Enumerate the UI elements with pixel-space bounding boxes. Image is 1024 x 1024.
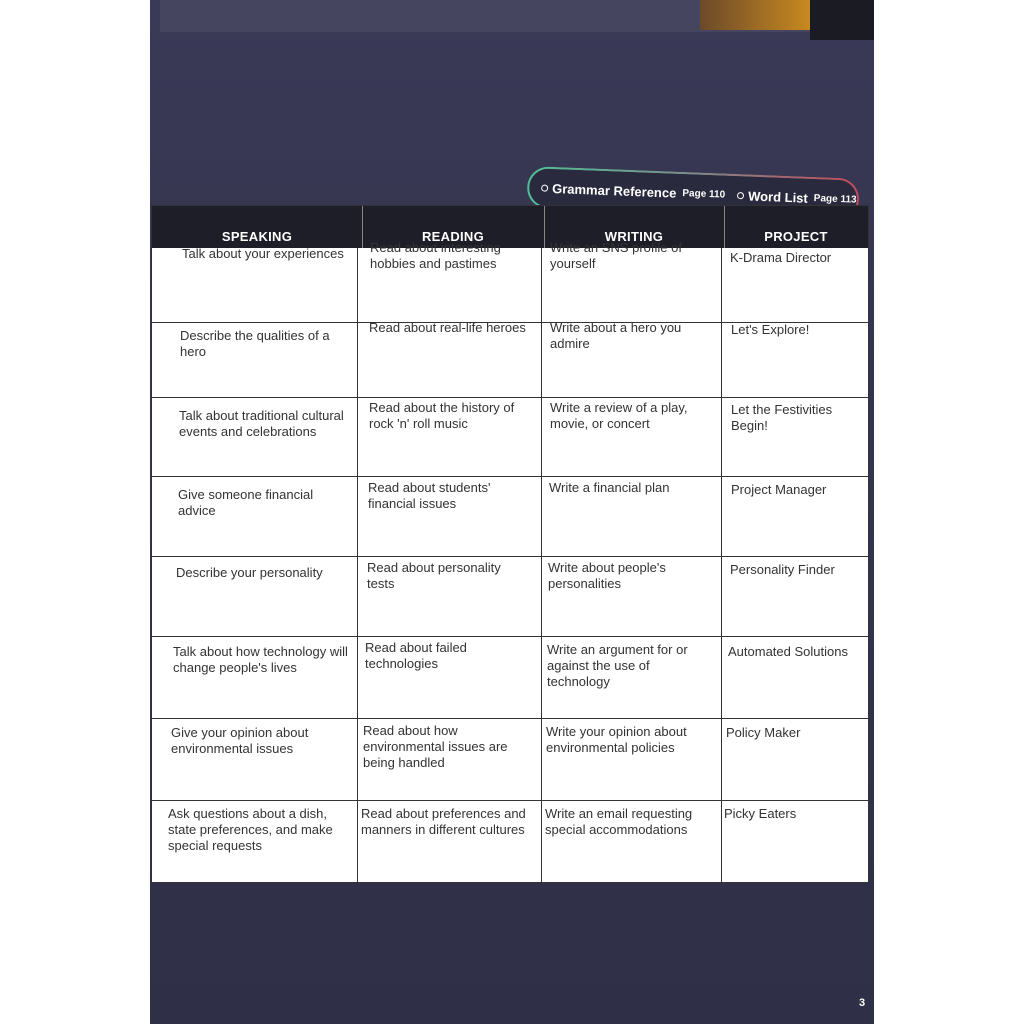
row-7-project: Policy Maker (726, 725, 801, 740)
row-6-speaking: Talk about how technology will change people's lives (173, 644, 348, 675)
row-1-reading: Read about interesting hobbies and pastimes (370, 240, 501, 271)
row-2-speaking: Describe the qualities of a hero (180, 328, 330, 359)
row-5-speaking: Describe your personality (176, 565, 323, 580)
row-3-reading: Read about the history of rock 'n' roll music (369, 400, 515, 431)
row-5-project: Personality Finder (730, 562, 835, 577)
row-5-reading: Read about personality tests (367, 560, 501, 591)
word-list-page: Page 113 (813, 192, 857, 206)
row-8-reading: Read about preferences and manners in different cultures (361, 806, 526, 837)
row-6-reading: Read about failed technologies (365, 640, 467, 671)
row-8-speaking: Ask questions about a dish, state preferences, and make special requests (168, 806, 333, 853)
background-shadow (810, 0, 874, 40)
right-margin (874, 0, 1024, 1024)
row-1-project: K-Drama Director (730, 250, 832, 265)
row-1-speaking: Talk about your experiences (182, 246, 344, 261)
left-margin (0, 0, 150, 1024)
header-project: PROJECT (764, 229, 828, 244)
grammar-reference-label: Grammar Reference (551, 180, 677, 201)
row-8-writing: Write an email requesting special accommodations (545, 806, 693, 837)
page-number: 3 (859, 997, 866, 1009)
row-4-writing: Write a financial plan (549, 480, 670, 495)
background-object (700, 0, 810, 30)
row-3-project: Let the Festivities Begin! (731, 402, 833, 433)
bullet-icon (737, 192, 744, 199)
bullet-icon (541, 184, 548, 191)
row-2-reading: Read about real-life heroes (369, 320, 526, 335)
row-7-speaking: Give your opinion about environmental issues (171, 725, 309, 756)
row-2-writing: Write about a hero you admire (550, 320, 682, 351)
row-4-reading: Read about students' financial issues (368, 480, 491, 511)
row-8-project: Picky Eaters (724, 806, 797, 821)
row-7-writing: Write your opinion about environmental policies (546, 724, 687, 755)
curriculum-table (151, 205, 869, 883)
row-5-writing: Write about people's personalities (548, 560, 666, 591)
header-writing: WRITING (604, 229, 664, 244)
row-3-speaking: Talk about traditional cultural events and celebrations (179, 408, 344, 439)
row-7-reading: Read about how environmental issues are being handled (363, 723, 508, 770)
row-4-speaking: Give someone financial advice (178, 487, 314, 518)
row-6-writing: Write an argument for or against the use of technology (547, 642, 688, 689)
row-1-writing: Write an SNS profile of yourself (550, 240, 682, 271)
header-speaking: SPEAKING (221, 229, 293, 244)
grammar-reference-page: Page 110 (682, 187, 726, 201)
row-3-writing: Write a review of a play, movie, or concert (550, 400, 688, 431)
row-6-project: Automated Solutions (728, 644, 848, 659)
row-4-project: Project Manager (731, 482, 827, 497)
word-list-label: Word List (747, 187, 809, 206)
row-2-project: Let's Explore! (731, 322, 810, 337)
header-reading: READING (421, 229, 485, 244)
grammar-reference[interactable] (541, 180, 726, 202)
